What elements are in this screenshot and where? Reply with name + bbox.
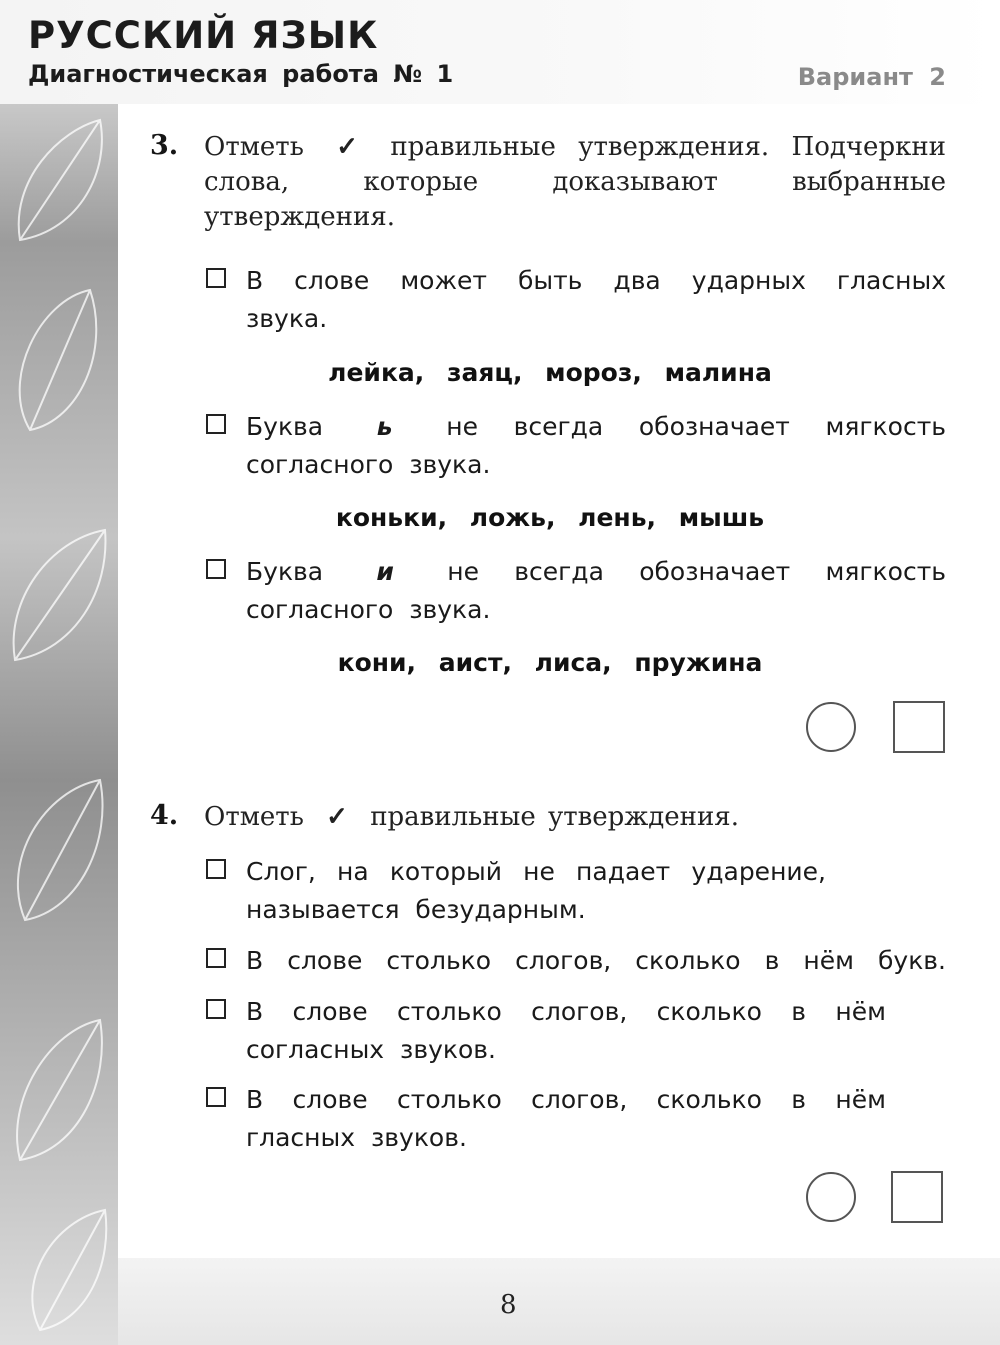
leaf-decoration [0,100,120,1345]
task-instruction [204,130,946,235]
statement-text: В слове может быть два ударных гласных звука. [246,266,946,333]
statement-text [246,553,946,629]
instruction-verb: Отметь [204,132,304,162]
subject-title: РУССКИЙ ЯЗЫК [28,14,379,57]
statement-part: не всегда обозначает мягкость согласного звука. [246,557,946,624]
checkbox-icon[interactable] [206,268,226,288]
self-check-square-icon[interactable] [891,1171,943,1223]
check-mark-icon: ✓ [336,132,358,162]
statement-part: не всегда обозначает мягкость согласного звука. [246,412,946,479]
statement-part: Буква [246,412,324,441]
instruction-rest: правильные утверждения. [370,802,739,832]
self-check-square-icon[interactable] [893,701,945,753]
statement-text: В слове столько слогов, сколько в нём гласных звуков. [246,1085,886,1152]
statement-text: В слове столько слогов, сколько в нём согласных звуков. [246,997,886,1064]
letter-soft-sign: ь [376,412,393,441]
example-words[interactable]: кони, аист, лиса, пружина [337,648,763,677]
task-instruction [204,800,946,835]
task-number: 3. [150,130,179,161]
statement-text [246,408,946,484]
instruction-verb: Отметь [204,802,304,832]
check-mark-icon: ✓ [326,802,348,832]
checkbox-icon[interactable] [206,859,226,879]
statement-text: Слог, на который не падает ударение, называется безударным. [246,857,826,924]
leaf-icon [18,780,103,920]
task-number: 4. [150,800,179,831]
instruction-rest: правильные утверждения. Подчеркни слова, которые доказывают выбранные утверждения. [204,132,946,232]
checkbox-icon[interactable] [206,414,226,434]
leaf-icon [19,120,102,240]
checkbox-icon[interactable] [206,948,226,968]
checkbox-icon[interactable] [206,999,226,1019]
letter-i: и [376,557,394,586]
self-check-circle-icon[interactable] [806,702,856,752]
footer-band [118,1258,1000,1345]
page-number: 8 [500,1290,517,1320]
statement-text: В слове столько слогов, сколько в нём букв. [246,946,946,975]
self-check-circle-icon[interactable] [806,1172,856,1222]
example-words[interactable]: коньки, ложь, лень, мышь [335,503,765,532]
variant-label: Вариант 2 [797,63,946,91]
checkbox-icon[interactable] [206,1087,226,1107]
checkbox-icon[interactable] [206,559,226,579]
example-words[interactable]: лейка, заяц, мороз, малина [328,358,772,387]
work-title: Диагностическая работа № 1 [28,60,454,88]
leaf-icon [20,290,97,430]
leaf-icon [17,1020,102,1160]
statement-part: Буква [246,557,324,586]
leaf-icon [14,530,106,660]
leaf-icon [32,1210,106,1330]
